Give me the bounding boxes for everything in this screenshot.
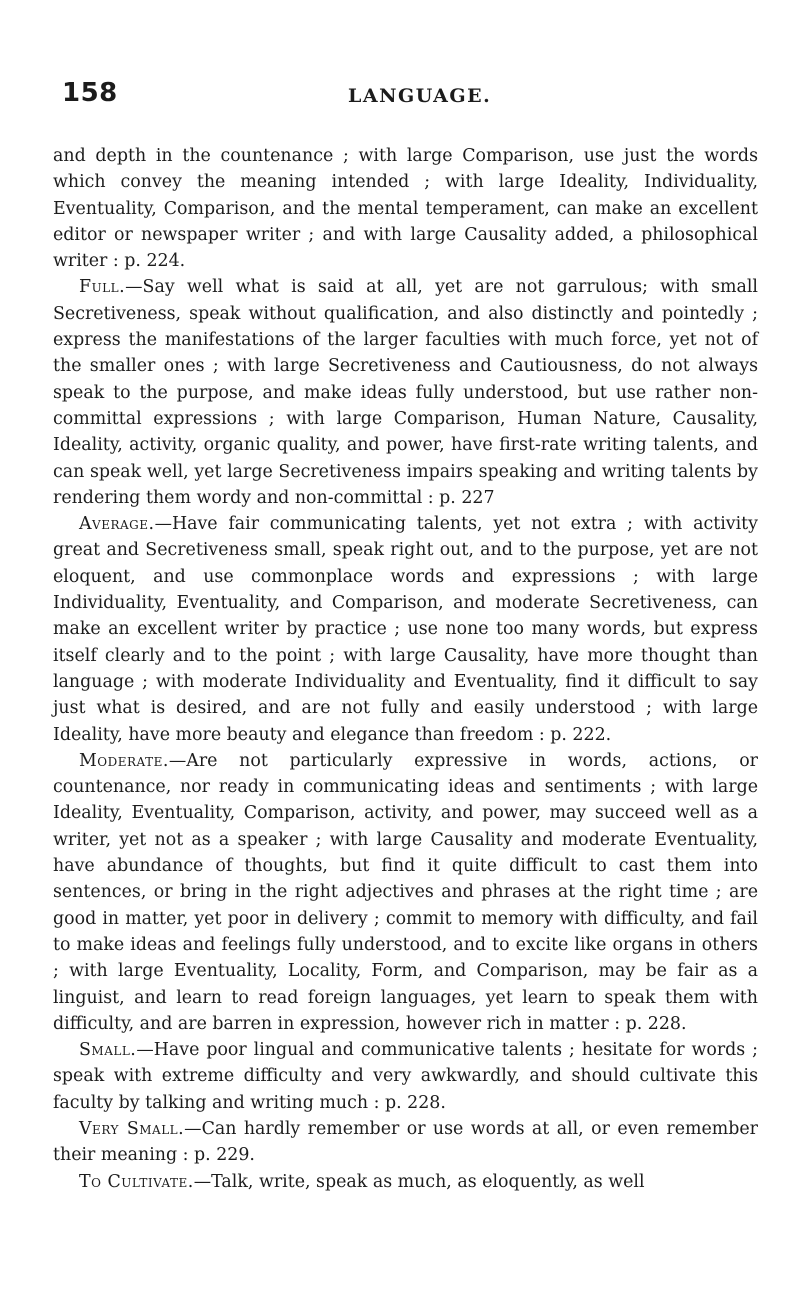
paragraph-full xyxy=(53,274,758,511)
page-number: 158 xyxy=(62,78,118,108)
paragraph-to-cultivate xyxy=(53,1169,758,1195)
paragraph-lead: Moderate. xyxy=(79,750,169,771)
paragraph-lead: Very Small. xyxy=(79,1118,185,1139)
running-head: LANGUAGE. xyxy=(348,85,492,107)
paragraph-continuation xyxy=(53,143,758,274)
paragraph-text: —Can hardly remember or use words at all, or even remember their meaning : p. 229. xyxy=(53,1118,758,1166)
paragraph-text: —Say well what is said at all, yet are not garrulous; with small Secretiveness, speak without qualification, and also distinctly and pointedly ; express the manifestations of the larger faculties with much force, yet not of the smaller ones ; with large Secretiveness and Cautiousness, do not always speak to the purpose, and make ideas fully understood, but use rather non-committal expressions ; with large Comparison, Human Nature, Causality, Ideality, activity, organic quality, and power, have first-rate writing talents, and can speak well, yet large Secretiveness impairs speaking and writing talents by rendering them wordy and non-committal : p. 227 xyxy=(53,277,758,508)
paragraph-lead: Average. xyxy=(79,514,155,535)
paragraph-small xyxy=(53,1037,758,1116)
paragraph-text: —Have fair communicating talents, yet not extra ; with activity great and Secretiveness small, speak right out, and to the purpose, yet are not eloquent, and use commonplace words and expressions ; with large Individuality, Eventuality, and Comparison, and moderate Secretiveness, can make an excellent writer by practice ; use none too many words, but express itself clearly and to the point ; with large Causality, have more thought than language ; with moderate Individuality and Eventuality, find it difficult to say just what is desired, and are not fully and easily understood ; with large Ideality, have more beauty and elegance than freedom : p. 222. xyxy=(53,514,758,745)
paragraph-lead: Full. xyxy=(79,277,126,298)
page-header xyxy=(62,78,752,118)
paragraph-text: and depth in the countenance ; with large Comparison, use just the words which convey the meaning intended ; with large Ideality, Individuality, Eventuality, Comparison, and the mental temperament, can make an excellent editor or newspaper writer ; and with large Causality added, a philosophical writer : p. 224. xyxy=(53,146,758,272)
paragraph-lead: To Cultivate. xyxy=(79,1171,194,1192)
paragraph-very-small xyxy=(53,1116,758,1169)
paragraph-average xyxy=(53,511,758,748)
paragraph-moderate xyxy=(53,748,758,1037)
page-body xyxy=(53,143,758,1195)
paragraph-text: —Talk, write, speak as much, as eloquently, as well xyxy=(193,1171,645,1192)
paragraph-text: —Have poor lingual and communicative talents ; hesitate for words ; speak with extreme difficulty and very awkwardly, and should cultivate this faculty by talking and writing much : p. 228. xyxy=(53,1040,758,1113)
paragraph-lead: Small. xyxy=(79,1040,137,1061)
paragraph-text: —Are not particularly expressive in words, actions, or countenance, nor ready in communicating ideas and sentiments ; with large Ideality, Eventuality, Comparison, activity, and power, may succeed well as a writer, yet not as a speaker ; with large Causality and moderate Eventuality, have abundance of thoughts, but find it quite difficult to cast them into sentences, or bring in the right adjectives and phrases at the right time ; are good in matter, yet poor in delivery ; commit to memory with difficulty, and fail to make ideas and feelings fully understood, and to excite like organs in others ; with large Eventuality, Locality, Form, and Comparison, may be fair as a linguist, and learn to read foreign languages, yet learn to speak them with difficulty, and are barren in expression, however rich in matter : p. 228. xyxy=(53,750,758,1034)
